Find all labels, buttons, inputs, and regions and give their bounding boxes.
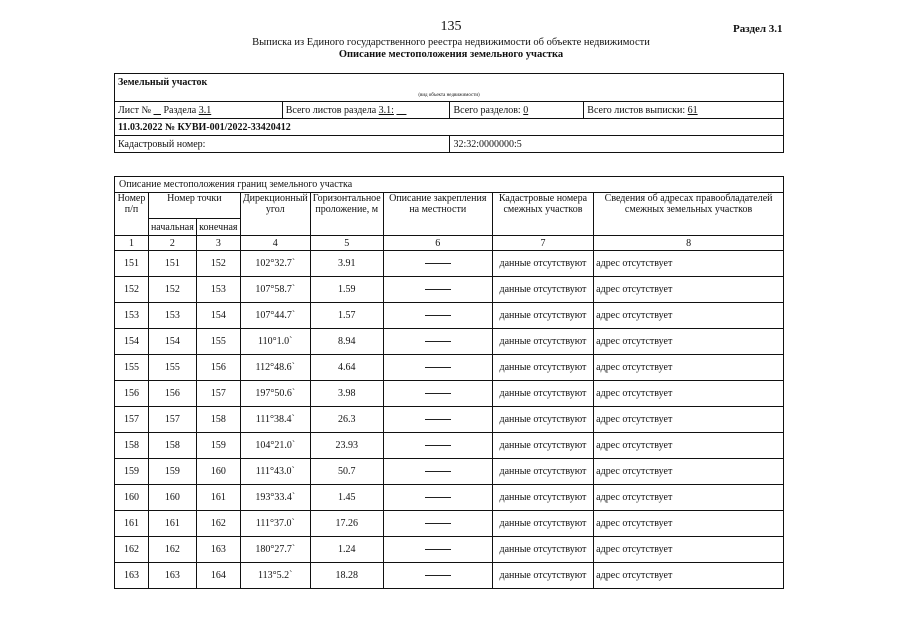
neighbor-address: адрес отсутствует bbox=[594, 459, 784, 485]
header-fixing: Описание закрепления на местности bbox=[383, 193, 492, 236]
horizontal-distance: 1.57 bbox=[310, 303, 383, 329]
dash-mark bbox=[425, 497, 451, 498]
fixing-description bbox=[383, 355, 492, 381]
row-number: 155 bbox=[115, 355, 149, 381]
point-start: 159 bbox=[148, 459, 196, 485]
header-neighbors: Кадастровые номера смежных участков bbox=[492, 193, 593, 236]
point-start: 162 bbox=[148, 537, 196, 563]
dash-mark bbox=[425, 263, 451, 264]
column-number: 6 bbox=[383, 236, 492, 251]
header-angle: Дирекционный угол bbox=[240, 193, 310, 236]
horizontal-distance: 8.94 bbox=[310, 329, 383, 355]
column-number: 5 bbox=[310, 236, 383, 251]
fixing-description bbox=[383, 329, 492, 355]
fixing-description bbox=[383, 433, 492, 459]
neighbor-cadastral: данные отсутствуют bbox=[492, 537, 593, 563]
row-number: 161 bbox=[115, 511, 149, 537]
row-number: 151 bbox=[115, 251, 149, 277]
row-number: 157 bbox=[115, 407, 149, 433]
document-title: Выписка из Единого государственного реестра недвижимости об объекте недвижимости bbox=[252, 37, 650, 48]
fixing-description bbox=[383, 381, 492, 407]
neighbor-address: адрес отсутствует bbox=[594, 511, 784, 537]
fixing-description bbox=[383, 563, 492, 589]
point-start: 160 bbox=[148, 485, 196, 511]
header-point: Номер точки bbox=[148, 193, 240, 219]
row-number: 158 bbox=[115, 433, 149, 459]
directional-angle: 111°38.4` bbox=[240, 407, 310, 433]
row-number: 152 bbox=[115, 277, 149, 303]
fixing-description bbox=[383, 407, 492, 433]
point-start: 157 bbox=[148, 407, 196, 433]
row-number: 156 bbox=[115, 381, 149, 407]
neighbor-address: адрес отсутствует bbox=[594, 563, 784, 589]
directional-angle: 104°21.0` bbox=[240, 433, 310, 459]
dash-mark bbox=[425, 367, 451, 368]
point-end: 154 bbox=[196, 303, 240, 329]
point-end: 160 bbox=[196, 459, 240, 485]
row-number: 163 bbox=[115, 563, 149, 589]
column-number: 7 bbox=[492, 236, 593, 251]
section-sheets-label: Всего листов раздела bbox=[285, 104, 377, 116]
neighbor-address: адрес отсутствует bbox=[594, 485, 784, 511]
table-row bbox=[115, 433, 784, 459]
section-label: Раздел 3.1 bbox=[733, 23, 783, 35]
section-number-value: 3.1 bbox=[198, 104, 212, 116]
neighbor-cadastral: данные отсутствуют bbox=[492, 381, 593, 407]
row-number: 162 bbox=[115, 537, 149, 563]
dash-mark bbox=[425, 471, 451, 472]
directional-angle: 107°58.7` bbox=[240, 277, 310, 303]
section-sheets-cell bbox=[282, 102, 450, 119]
neighbor-cadastral: данные отсутствуют bbox=[492, 433, 593, 459]
directional-angle: 197°50.6` bbox=[240, 381, 310, 407]
point-start: 158 bbox=[148, 433, 196, 459]
point-end: 161 bbox=[196, 485, 240, 511]
table-row bbox=[115, 459, 784, 485]
point-end: 153 bbox=[196, 277, 240, 303]
sheet-number-value bbox=[153, 105, 161, 116]
total-sheets-cell bbox=[584, 102, 784, 119]
object-type-caption: (вид объекта недвижимости) bbox=[115, 91, 784, 102]
point-start: 153 bbox=[148, 303, 196, 329]
object-type: Земельный участок bbox=[115, 74, 784, 91]
horizontal-distance: 1.24 bbox=[310, 537, 383, 563]
total-sections-cell bbox=[450, 102, 584, 119]
directional-angle: 113°5.2` bbox=[240, 563, 310, 589]
header-num: Номер п/п bbox=[115, 193, 149, 236]
horizontal-distance: 23.93 bbox=[310, 433, 383, 459]
object-info-table bbox=[114, 73, 784, 153]
row-number: 154 bbox=[115, 329, 149, 355]
directional-angle: 111°37.0` bbox=[240, 511, 310, 537]
table-row bbox=[115, 303, 784, 329]
column-number: 8 bbox=[594, 236, 784, 251]
horizontal-distance: 17.26 bbox=[310, 511, 383, 537]
column-number: 1 bbox=[115, 236, 149, 251]
horizontal-distance: 3.98 bbox=[310, 381, 383, 407]
sheet-number-cell bbox=[115, 102, 283, 119]
table-row bbox=[115, 251, 784, 277]
neighbor-address: адрес отсутствует bbox=[594, 329, 784, 355]
horizontal-distance: 4.64 bbox=[310, 355, 383, 381]
horizontal-distance: 18.28 bbox=[310, 563, 383, 589]
point-end: 158 bbox=[196, 407, 240, 433]
fixing-description bbox=[383, 277, 492, 303]
neighbor-cadastral: данные отсутствуют bbox=[492, 303, 593, 329]
neighbor-cadastral: данные отсутствуют bbox=[492, 563, 593, 589]
fixing-description bbox=[383, 511, 492, 537]
neighbor-address: адрес отсутствует bbox=[594, 381, 784, 407]
neighbor-cadastral: данные отсутствуют bbox=[492, 355, 593, 381]
fixing-description bbox=[383, 537, 492, 563]
neighbor-cadastral: данные отсутствуют bbox=[492, 277, 593, 303]
dash-mark bbox=[425, 315, 451, 316]
point-start: 156 bbox=[148, 381, 196, 407]
directional-angle: 110°1.0` bbox=[240, 329, 310, 355]
cadastral-value: 32:32:0000000:5 bbox=[450, 136, 784, 153]
point-end: 152 bbox=[196, 251, 240, 277]
fixing-description bbox=[383, 485, 492, 511]
row-number: 153 bbox=[115, 303, 149, 329]
document-subtitle: Описание местоположения земельного участка bbox=[338, 49, 564, 60]
neighbor-cadastral: данные отсутствуют bbox=[492, 459, 593, 485]
dash-mark bbox=[425, 523, 451, 524]
point-end: 164 bbox=[196, 563, 240, 589]
table-row bbox=[115, 277, 784, 303]
point-start: 154 bbox=[148, 329, 196, 355]
table-row bbox=[115, 537, 784, 563]
point-start: 152 bbox=[148, 277, 196, 303]
neighbor-address: адрес отсутствует bbox=[594, 537, 784, 563]
neighbor-cadastral: данные отсутствуют bbox=[492, 251, 593, 277]
neighbor-address: адрес отсутствует bbox=[594, 433, 784, 459]
table-row bbox=[115, 355, 784, 381]
point-start: 151 bbox=[148, 251, 196, 277]
directional-angle: 180°27.7` bbox=[240, 537, 310, 563]
row-number: 160 bbox=[115, 485, 149, 511]
point-end: 156 bbox=[196, 355, 240, 381]
directional-angle: 111°43.0` bbox=[240, 459, 310, 485]
point-start: 163 bbox=[148, 563, 196, 589]
dash-mark bbox=[425, 445, 451, 446]
point-end: 162 bbox=[196, 511, 240, 537]
column-number: 3 bbox=[196, 236, 240, 251]
table-row bbox=[115, 511, 784, 537]
point-end: 157 bbox=[196, 381, 240, 407]
total-sections-value: 0 bbox=[523, 104, 529, 116]
table-row bbox=[115, 381, 784, 407]
dash-mark bbox=[425, 419, 451, 420]
neighbor-address: адрес отсутствует bbox=[594, 277, 784, 303]
directional-angle: 102°32.7` bbox=[240, 251, 310, 277]
neighbor-address: адрес отсутствует bbox=[594, 303, 784, 329]
dash-mark bbox=[425, 549, 451, 550]
row-number: 159 bbox=[115, 459, 149, 485]
table-row bbox=[115, 329, 784, 355]
header-end: конечная bbox=[196, 219, 240, 236]
fixing-description bbox=[383, 459, 492, 485]
header-addresses: Сведения об адресах правообладателей смежных земельных участков bbox=[594, 193, 784, 236]
point-start: 161 bbox=[148, 511, 196, 537]
point-end: 159 bbox=[196, 433, 240, 459]
section-number-label: Раздела bbox=[163, 104, 197, 116]
horizontal-distance: 1.45 bbox=[310, 485, 383, 511]
neighbor-address: адрес отсутствует bbox=[594, 407, 784, 433]
boundary-table-caption: Описание местоположения границ земельного участка bbox=[115, 177, 784, 193]
page-number: 135 bbox=[440, 19, 462, 34]
neighbor-cadastral: данные отсутствуют bbox=[492, 511, 593, 537]
neighbor-address: адрес отсутствует bbox=[594, 355, 784, 381]
table-row bbox=[115, 485, 784, 511]
header-start: начальная bbox=[148, 219, 196, 236]
sheet-number-label: Лист № bbox=[118, 104, 151, 116]
neighbor-cadastral: данные отсутствуют bbox=[492, 329, 593, 355]
neighbor-cadastral: данные отсутствуют bbox=[492, 485, 593, 511]
horizontal-distance: 1.59 bbox=[310, 277, 383, 303]
dash-mark bbox=[425, 393, 451, 394]
boundary-table bbox=[114, 176, 784, 589]
section-sheets-value: 3.1: bbox=[378, 104, 394, 116]
horizontal-distance: 26.3 bbox=[310, 407, 383, 433]
neighbor-cadastral: данные отсутствуют bbox=[492, 407, 593, 433]
point-end: 163 bbox=[196, 537, 240, 563]
header-distance: Горизонтальное проложение, м bbox=[310, 193, 383, 236]
table-row bbox=[115, 563, 784, 589]
directional-angle: 193°33.4` bbox=[240, 485, 310, 511]
dash-mark bbox=[425, 575, 451, 576]
directional-angle: 112°48.6` bbox=[240, 355, 310, 381]
dash-mark bbox=[425, 289, 451, 290]
fixing-description bbox=[383, 251, 492, 277]
table-row bbox=[115, 407, 784, 433]
column-number: 4 bbox=[240, 236, 310, 251]
directional-angle: 107°44.7` bbox=[240, 303, 310, 329]
total-sheets-value: 61 bbox=[687, 104, 698, 116]
extract-date-number: 11.03.2022 № КУВИ-001/2022-33420412 bbox=[115, 119, 784, 136]
neighbor-address: адрес отсутствует bbox=[594, 251, 784, 277]
cadastral-label: Кадастровый номер: bbox=[115, 136, 450, 153]
total-sections-label: Всего разделов: bbox=[453, 104, 521, 116]
column-number: 2 bbox=[148, 236, 196, 251]
total-sheets-label: Всего листов выписки: bbox=[587, 104, 686, 116]
horizontal-distance: 3.91 bbox=[310, 251, 383, 277]
horizontal-distance: 50.7 bbox=[310, 459, 383, 485]
point-start: 155 bbox=[148, 355, 196, 381]
dash-mark bbox=[425, 341, 451, 342]
fixing-description bbox=[383, 303, 492, 329]
point-end: 155 bbox=[196, 329, 240, 355]
boundary-table-body bbox=[115, 251, 784, 589]
